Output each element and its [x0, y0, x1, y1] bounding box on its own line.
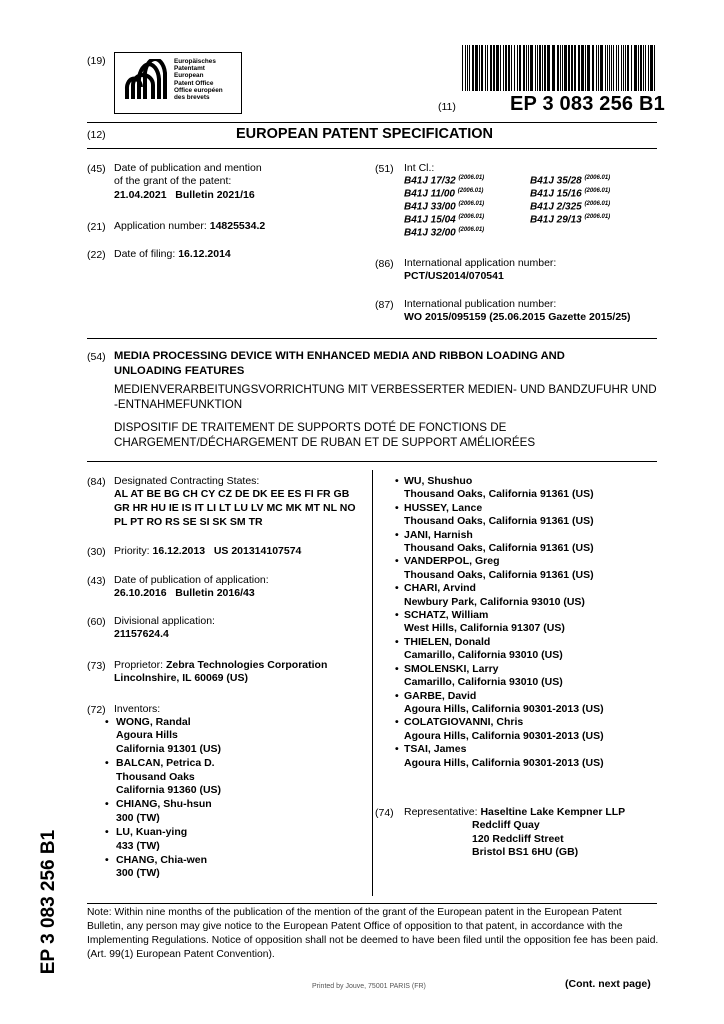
barcode-bar: [643, 45, 644, 91]
barcode-bar: [578, 45, 580, 91]
divisional-value: 21157624.4: [114, 628, 169, 641]
barcode-bar: [618, 45, 619, 91]
inventor-name: BALCAN, Petrica D.: [116, 757, 215, 770]
barcode-bar: [547, 45, 550, 91]
code-74: (74): [375, 807, 394, 819]
proprietor-address: Lincolnshire, IL 60069 (US): [114, 672, 249, 685]
inventor-name: SCHATZ, William: [404, 609, 489, 622]
barcode-bar: [530, 45, 533, 91]
barcode-bar: [496, 45, 499, 91]
barcode-bar: [493, 45, 495, 91]
int-cl-label: Int Cl.:: [404, 162, 435, 174]
barcode-bar: [616, 45, 617, 91]
code-87: (87): [375, 299, 394, 311]
bullet-icon: •: [105, 826, 109, 839]
code-43: (43): [87, 575, 106, 587]
inventors-label: Inventors:: [114, 703, 161, 715]
bullet-icon: •: [105, 757, 109, 770]
inventor-name: SMOLENSKI, Larry: [404, 662, 499, 675]
barcode-bar: [528, 45, 529, 91]
barcode-bar: [638, 45, 639, 91]
code-19: (19): [87, 55, 106, 67]
barcode-bar: [475, 45, 478, 91]
inventor-entry: [105, 826, 221, 853]
bullet-icon: •: [395, 689, 399, 702]
filing-date-value: 16.12.2014: [178, 248, 231, 260]
barcode-bar: [487, 45, 488, 91]
bullet-icon: •: [395, 555, 399, 568]
proprietor-label: Proprietor:: [114, 659, 164, 671]
grant-label-2: of the grant of the patent:: [114, 175, 232, 188]
inventor-entry: [105, 798, 221, 825]
inventor-address: Thousand Oaks, California 91361 (US): [404, 515, 594, 528]
inventor-address: Thousand Oaks, California 91361 (US): [404, 542, 594, 555]
divisional-label: Divisional application:: [114, 615, 215, 627]
barcode-bar: [560, 45, 561, 91]
barcode-bar: [613, 45, 614, 91]
rule-1: [87, 122, 657, 123]
barcode-bar: [654, 45, 655, 91]
barcode-bar: [511, 45, 512, 91]
inventor-address: Agoura Hills, California 90301-2013 (US): [404, 729, 604, 742]
barcode-bar: [562, 45, 563, 91]
bullet-icon: •: [395, 528, 399, 541]
inventor-address: Agoura Hills, California 90301-2013 (US): [404, 702, 604, 715]
inventor-name: WU, Shushuo: [404, 475, 473, 487]
office-name-en-1: European: [174, 72, 204, 80]
bullet-icon: •: [395, 609, 399, 622]
inventor-entry: [395, 743, 604, 770]
ipc-class: B41J 32/00 $^{(2006.01)}$: [404, 227, 485, 239]
ipc-class: B41J 29/13 $^{(2006.01)}$: [530, 214, 611, 226]
inventor-entry: [395, 609, 604, 636]
ipc-class: B41J 15/04 $^{(2006.01)}$: [404, 214, 485, 226]
states-line: PL PT RO RS SE SI SK SM TR: [114, 515, 263, 528]
code-54: (54): [87, 351, 106, 363]
publication-number: EP 3 083 256 B1: [510, 93, 665, 115]
inventor-name: VANDERPOL, Greg: [404, 555, 500, 568]
barcode-bar: [517, 45, 518, 91]
priority-label: Priority:: [114, 545, 150, 557]
side-publication-number-wrap: [38, 822, 62, 982]
office-name-de-1: Europäisches: [174, 58, 216, 65]
barcode-bar: [523, 45, 525, 91]
continued-notice: (Cont. next page): [565, 978, 651, 990]
barcode-bar: [542, 45, 543, 91]
code-11: (11): [438, 101, 456, 113]
inventor-entry: [395, 636, 604, 663]
barcode-bar: [481, 45, 483, 91]
inventor-name: CHARI, Arvind: [404, 582, 476, 595]
int-publication-label: International publication number:: [404, 298, 557, 310]
bullet-icon: •: [105, 798, 109, 811]
barcode-bar: [568, 45, 570, 91]
inventor-entry: [395, 716, 604, 743]
inventor-address: Camarillo, California 93010 (US): [404, 676, 563, 689]
epo-logo-box: [114, 52, 242, 114]
barcode-bar: [514, 45, 515, 91]
inventor-name: JANI, Harnish: [404, 528, 473, 541]
barcode: [462, 45, 657, 91]
inventor-name: LU, Kuan-ying: [116, 826, 188, 839]
inventor-entry: [395, 529, 604, 556]
bullet-icon: •: [395, 635, 399, 648]
barcode-bar: [503, 45, 504, 91]
barcode-bar: [500, 45, 501, 91]
barcode-bar: [485, 45, 486, 91]
barcode-bar: [587, 45, 590, 91]
barcode-bar: [592, 45, 594, 91]
code-73: (73): [87, 660, 106, 672]
barcode-bar: [640, 45, 642, 91]
barcode-bar: [611, 45, 612, 91]
inventor-name: CHIANG, Shu-hsun: [116, 798, 212, 811]
ipc-class: B41J 33/00 $^{(2006.01)}$: [404, 201, 485, 213]
bullet-icon: •: [395, 582, 399, 595]
barcode-bar: [544, 45, 546, 91]
code-22: (22): [87, 249, 106, 261]
proprietor-name: Zebra Technologies Corporation: [165, 659, 328, 671]
app-publication-label: Date of publication of application:: [114, 574, 269, 586]
inventor-address: Camarillo, California 93010 (US): [404, 649, 563, 662]
barcode-bar: [631, 45, 632, 91]
barcode-bar: [648, 45, 649, 91]
barcode-bar: [465, 45, 466, 91]
inventor-address: California 91360 (US): [116, 784, 222, 797]
barcode-bar: [552, 45, 555, 91]
grant-value: 21.04.2021 Bulletin 2021/16: [114, 188, 255, 201]
office-name-de-2: Patentamt: [174, 65, 205, 73]
inventor-address: California 91301 (US): [116, 742, 222, 755]
int-publication-value: WO 2015/095159 (25.06.2015 Gazette 2015/25): [404, 311, 631, 324]
inventor-name: TSAI, James: [404, 743, 467, 756]
inventor-address: Thousand Oaks: [116, 770, 195, 783]
app-publication-value: 26.10.2016 Bulletin 2016/43: [114, 587, 255, 600]
opposition-note: Note: Within nine months of the publication of the mention of the grant of the European patent in the European Patent Bulletin, any person may give notice to the European Patent Office of opposition to that patent, in accordance with the Implementing Regulations. Notice of opposition shall not be deemed to have been filed until the opposition fee has been paid. (Art. 99(1) European Patent Convention).: [87, 907, 659, 960]
representative-name: Haseltine Lake Kempner LLP: [480, 806, 626, 818]
barcode-bar: [462, 45, 463, 91]
inventors-right-list: [395, 475, 604, 770]
office-name-en-2: Patent Office: [174, 79, 214, 87]
code-21: (21): [87, 221, 106, 233]
barcode-bar: [564, 45, 567, 91]
rule-2: [87, 148, 657, 149]
barcode-bar: [472, 45, 474, 91]
inventor-name: HUSSEY, Lance: [404, 501, 483, 514]
printer-line: Printed by Jouve, 75001 PARIS (FR): [312, 983, 426, 990]
rule-3: [87, 338, 657, 339]
inventor-entry: [395, 690, 604, 717]
column-divider: [372, 470, 373, 896]
office-name-fr-1: Office européen: [174, 86, 223, 94]
inventor-entry: [395, 555, 604, 582]
inventor-entry: [105, 716, 221, 756]
barcode-bar: [596, 45, 597, 91]
code-72: (72): [87, 704, 106, 716]
inventor-entry: [105, 757, 221, 797]
ipc-class: B41J 2/325 $^{(2006.01)}$: [530, 201, 611, 213]
barcode-bar: [557, 45, 559, 91]
barcode-bar: [469, 45, 470, 91]
barcode-bar: [605, 45, 606, 91]
inventor-name: GARBE, David: [404, 689, 477, 702]
office-name-fr-2: des brevets: [174, 94, 210, 102]
bullet-icon: •: [105, 716, 109, 728]
inventor-entry: [105, 854, 221, 881]
filing-date-label: Date of filing:: [114, 248, 176, 260]
bullet-icon: •: [395, 501, 399, 514]
inventor-entry: [395, 475, 604, 502]
barcode-bar: [623, 45, 624, 91]
bullet-icon: •: [395, 662, 399, 675]
inventor-address: West Hills, California 91307 (US): [404, 622, 565, 635]
barcode-bar: [609, 45, 610, 91]
representative-address: 120 Redcliff Street: [472, 832, 564, 845]
barcode-bar: [508, 45, 510, 91]
ipc-class: B41J 15/16 $^{(2006.01)}$: [530, 188, 611, 200]
barcode-bar: [634, 45, 637, 91]
rule-5: [87, 903, 657, 904]
code-51: (51): [375, 163, 394, 175]
states-line: GR HR HU IE IS IT LI LT LU LV MC MK MT NL NO: [114, 502, 356, 514]
inventor-name: CHANG, Chia-wen: [116, 854, 208, 867]
code-86: (86): [375, 258, 394, 270]
inventor-name: THIELEN, Donald: [404, 635, 491, 648]
ipc-class: B41J 11/00 $^{(2006.01)}$: [404, 188, 484, 200]
ipc-class: B41J 35/28 $^{(2006.01)}$: [530, 175, 611, 187]
barcode-bar: [645, 45, 646, 91]
barcode-bar: [535, 45, 536, 91]
epo-logo-icon: [123, 59, 169, 107]
document-type: EUROPEAN PATENT SPECIFICATION: [236, 126, 493, 142]
barcode-bar: [625, 45, 626, 91]
grant-label-1: Date of publication and mention: [114, 162, 262, 174]
bullet-icon: •: [105, 854, 109, 867]
title-english: MEDIA PROCESSING DEVICE WITH ENHANCED MEDIA AND RIBBON LOADING AND UNLOADING FEATURES: [114, 350, 565, 377]
inventor-entry: [395, 502, 604, 529]
barcode-bar: [505, 45, 507, 91]
barcode-bar: [537, 45, 538, 91]
states-line: AL AT BE BG CH CY CZ DE DK EE ES FI FR GB: [114, 488, 350, 501]
int-application-label: International application number:: [404, 257, 557, 269]
barcode-bar: [600, 45, 603, 91]
barcode-bar: [490, 45, 492, 91]
barcode-bar: [526, 45, 527, 91]
ipc-class: B41J 17/32 $^{(2006.01)}$: [404, 175, 485, 187]
application-number-value: 14825534.2: [209, 220, 266, 232]
inventor-address: Thousand Oaks, California 91361 (US): [404, 568, 594, 581]
barcode-bar: [581, 45, 584, 91]
inventor-entry: [395, 663, 604, 690]
int-application-value: PCT/US2014/070541: [404, 270, 504, 283]
barcode-bar: [467, 45, 468, 91]
barcode-bar: [650, 45, 653, 91]
barcode-bar: [607, 45, 608, 91]
bullet-icon: •: [395, 743, 399, 756]
code-30: (30): [87, 546, 106, 558]
bullet-icon: •: [395, 716, 399, 729]
inventor-address: 300 (TW): [116, 811, 160, 824]
title-german: MEDIENVERARBEITUNGSVORRICHTUNG MIT VERBESSERTER MEDIEN- UND BANDZUFUHR UND -ENTNAHMEFUNKTION: [114, 383, 657, 411]
inventor-entry: [395, 582, 604, 609]
bullet-icon: •: [395, 475, 399, 487]
barcode-bar: [539, 45, 541, 91]
representative-address: Redcliff Quay: [472, 819, 540, 832]
barcode-bar: [479, 45, 480, 91]
inventor-address: Agoura Hills, California 90301-2013 (US): [404, 756, 604, 769]
inventor-address: 433 (TW): [116, 839, 160, 852]
application-number-label: Application number:: [114, 220, 207, 232]
barcode-bar: [621, 45, 622, 91]
side-publication-number: EP 3 083 256 B1: [38, 829, 59, 975]
code-60: (60): [87, 616, 106, 628]
barcode-bar: [574, 45, 576, 91]
inventor-address: Newbury Park, California 93010 (US): [404, 595, 585, 608]
barcode-bar: [519, 45, 521, 91]
code-45: (45): [87, 163, 106, 175]
barcode-bar: [571, 45, 573, 91]
rule-4: [87, 461, 657, 462]
code-12: (12): [87, 129, 106, 141]
representative-label: Representative:: [404, 806, 478, 818]
barcode-bar: [598, 45, 599, 91]
code-84: (84): [87, 476, 106, 488]
inventor-name: WONG, Randal: [116, 716, 191, 728]
barcode-bar: [627, 45, 629, 91]
inventor-name: COLATGIOVANNI, Chris: [404, 716, 524, 729]
states-label: Designated Contracting States:: [114, 475, 260, 487]
inventor-address: Thousand Oaks, California 91361 (US): [404, 488, 594, 501]
priority-value: 16.12.2013 US 201314107574: [152, 545, 302, 557]
representative-address: Bristol BS1 6HU (GB): [472, 846, 579, 859]
inventor-address: Agoura Hills: [116, 729, 178, 742]
title-french: DISPOSITIF DE TRAITEMENT DE SUPPORTS DOTÉ DE FONCTIONS DE CHARGEMENT/DÉCHARGEMENT DE RUBAN ET DE SUPPORT AMÉLIORÉES: [114, 421, 536, 449]
barcode-bar: [585, 45, 586, 91]
inventor-address: 300 (TW): [116, 867, 160, 880]
